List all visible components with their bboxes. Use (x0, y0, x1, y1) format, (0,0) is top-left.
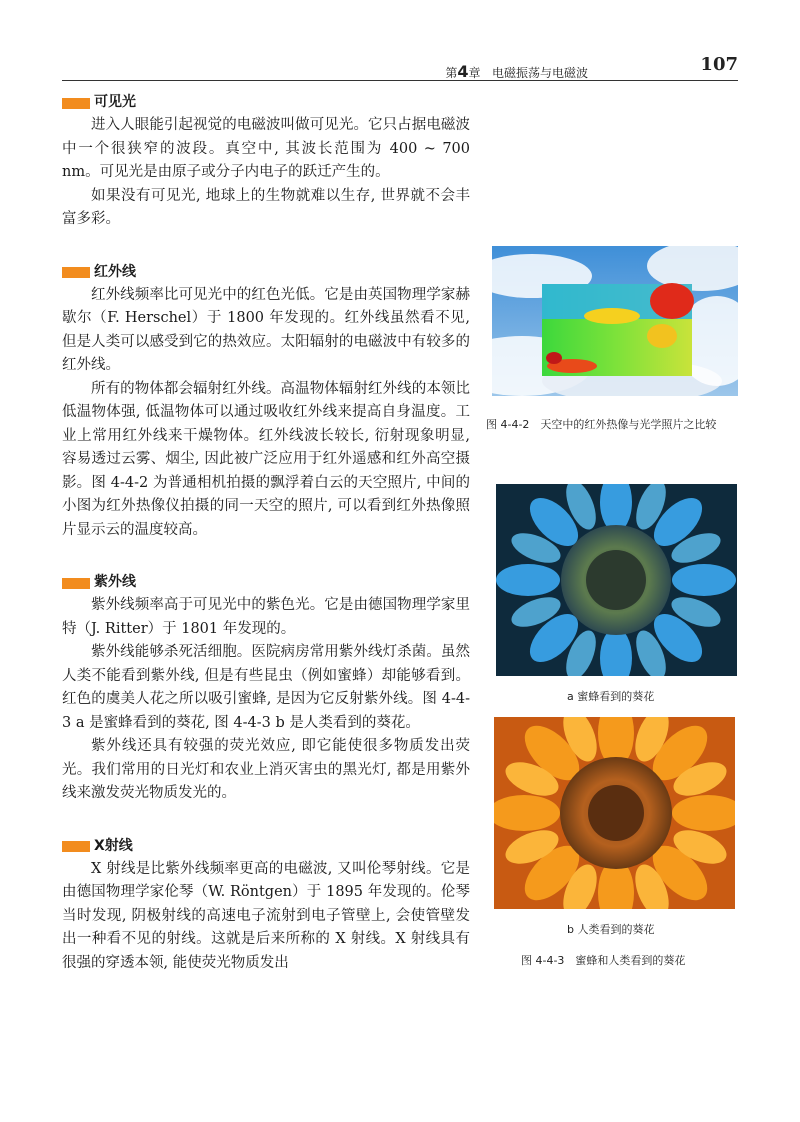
heading-bar (62, 98, 90, 109)
figure-caption-4-4-3: 图 4-4-3 蜜蜂和人类看到的葵花 (521, 954, 686, 967)
paragraph: 所有的物体都会辐射红外线。高温物体辐射红外线的本领比低温物体强, 低温物体可以通过吸收红外线来提高自身温度。工业上常用红外线来干燥物体。红外线波长较长, 衍射现象明显, 容易透过云雾、烟尘, 因此被广泛应用于红外遥感和红外高空摄影。图 4-4-2 为普通相机拍摄的飘浮着白云的天空照片, 中间的小图为红外热像仪拍摄的同一天空的照片, 可以看到红外热像照片显示云的温度较高。 (62, 380, 470, 538)
paragraph: 如果没有可见光, 地球上的生物就难以生存, 世界就不会丰富多彩。 (62, 187, 470, 227)
heading-bar (62, 841, 90, 852)
sunflower-human-image (494, 717, 735, 909)
heading-bar (62, 578, 90, 589)
figure-caption-4-4-2: 图 4-4-2 天空中的红外热像与光学照片之比较 (486, 418, 717, 431)
heading-text: X射线 (94, 837, 133, 854)
paragraph: 紫外线频率高于可见光中的紫色光。它是由德国物理学家里特（J. Ritter）于 1801 年发现的。 (62, 597, 470, 637)
sky-photo-image (492, 246, 738, 396)
section-heading-visible-light (62, 92, 470, 114)
page-header (62, 50, 738, 81)
text-column (62, 92, 470, 975)
paragraph: 紫外线能够杀死活细胞。医院病房常用紫外线灯杀菌。虽然人类不能看到紫外线, 但是有些昆虫（例如蜜蜂）却能够看到。红色的虞美人花之所以吸引蜜蜂, 是因为它反射紫外线。图 4-4-3 a 是蜜蜂看到的葵花, 图 4-4-3 b 是人类看到的葵花。 (62, 644, 470, 731)
chapter-title: 电磁振荡与电磁波 (491, 66, 588, 80)
figure-sky-infrared (492, 246, 738, 396)
figure-sunflower-human-view (494, 717, 735, 909)
section-heading-infrared (62, 262, 470, 284)
paragraph: X 射线是比紫外线频率更高的电磁波, 又叫伦琴射线。它是由德国物理学家伦琴（W. Röntgen）于 1895 年发现的。伦琴当时发现, 阴极射线的高速电子流射到电子管壁上, 会使管壁发出一种看不见的射线。这就是后来所称的 X 射线。X 射线具有很强的穿透本领, 能使荧光物质发出 (62, 860, 470, 971)
heading-bar (62, 267, 90, 278)
figure-caption-b: b 人类看到的葵花 (567, 923, 655, 936)
figure-caption-a: a 蜜蜂看到的葵花 (567, 690, 655, 703)
paragraph: 紫外线还具有较强的荧光效应, 即它能使很多物质发出荧光。我们常用的日光灯和农业上消灭害虫的黑光灯, 都是用紫外线来激发荧光物质发光的。 (62, 738, 470, 801)
chapter-suffix: 章 (468, 66, 481, 80)
figure-sunflower-bee-view (496, 484, 737, 676)
heading-text: 紫外线 (94, 574, 136, 591)
heading-text: 可见光 (94, 94, 136, 111)
section-heading-xray (62, 836, 470, 858)
sunflower-bee-image (496, 484, 737, 676)
section-heading-ultraviolet (62, 572, 470, 594)
paragraph: 进入人眼能引起视觉的电磁波叫做可见光。它只占据电磁波中一个很狭窄的波段。真空中, 其波长范围为 400 ~ 700 nm。可见光是由原子或分子内电子的跃迁产生的。 (62, 117, 470, 180)
heading-text: 红外线 (94, 263, 136, 280)
paragraph: 红外线频率比可见光中的红色光低。它是由英国物理学家赫歇尔（F. Herschel）于 1800 年发现的。红外线虽然看不见, 但是人类可以感受到它的热效应。太阳辐射的电磁波中有较多的红外线。 (62, 286, 470, 373)
chapter-label (445, 62, 588, 81)
page-number: 107 (700, 54, 738, 75)
chapter-number: 4 (457, 62, 469, 81)
chapter-prefix: 第 (445, 66, 458, 80)
